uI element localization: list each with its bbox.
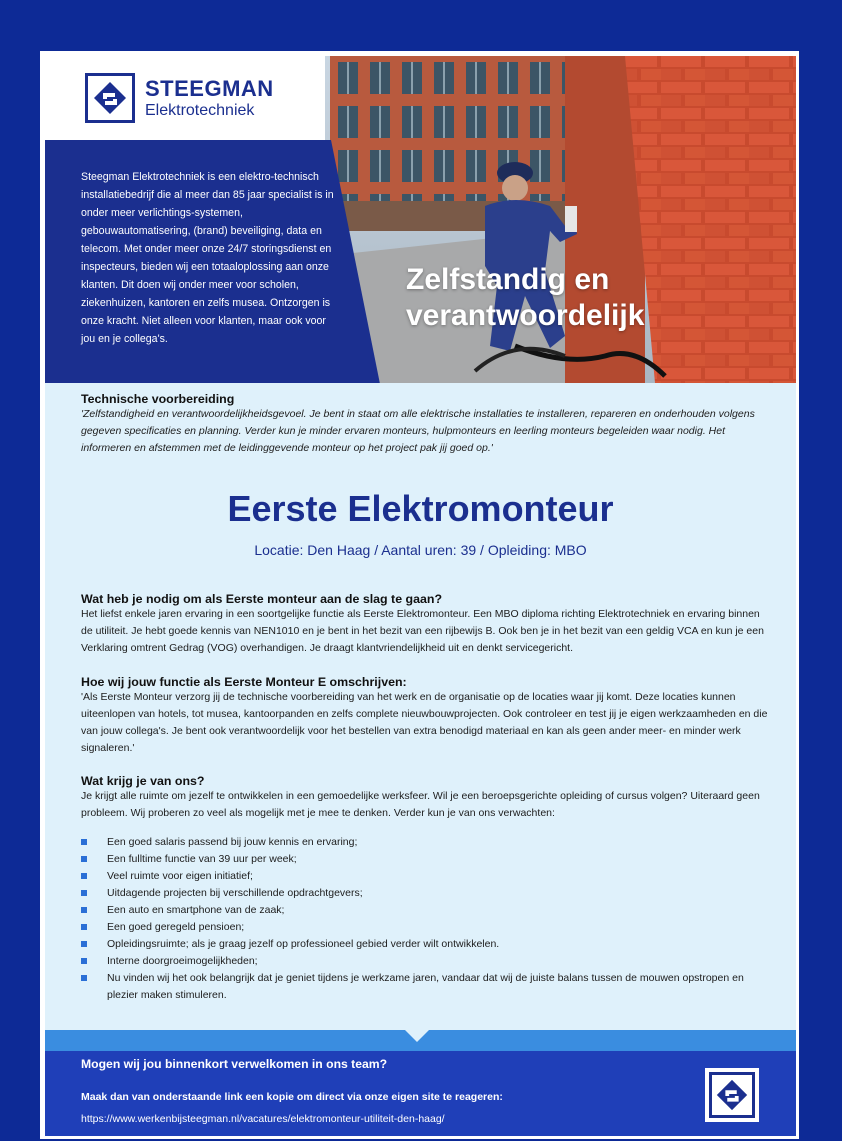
description-section bbox=[81, 675, 771, 757]
list-item: Een goed geregeld pensioen; bbox=[81, 919, 771, 936]
requirements-heading: Wat heb je nodig om als Eerste monteur aan de slag te gaan? bbox=[81, 592, 443, 606]
footer bbox=[45, 1051, 796, 1136]
intro-text: Steegman Elektrotechniek is een elektro-technisch installatiebedrijf die al meer dan 85 jaar specialist is in onder meer verlichtings-systemen, gebouwautomatisering, (brand) beveiliging, data en telecom. Met onder meer onze 24/7 storingsdienst en inspecteurs, bieden wij een totaaloplossing aan onze klanten. Dit doen wij onder meer voor scholen, ziekenhuizen, kantoren en zelfs musea. Ontzorgen is onze kracht. Niet alleen voor klanten, maar ook voor jou en je collega's. bbox=[81, 171, 334, 345]
hero-title-line-2: verantwoordelijk bbox=[406, 299, 645, 332]
offer-section bbox=[81, 774, 771, 1004]
offer-text: Je krijgt alle ruimte om jezelf te ontwikkelen in een gemoedelijke werksfeer. Wil je een beroepsgerichte opleiding of cursus volgen? Uiteraard geen probleem. Wij proberen zo veel als mogelijk met je mee te denken. Verder kun je van ons verwachten: bbox=[81, 790, 760, 819]
footer-question: Mogen wij jou binnenkort verwelkomen in ons team? bbox=[81, 1057, 388, 1071]
footer-logo bbox=[705, 1068, 759, 1122]
offer-heading: Wat krijg je van ons? bbox=[81, 774, 205, 788]
steegman-logo-icon bbox=[85, 73, 135, 123]
list-item: Opleidingsruimte; als je graag jezelf op professioneel gebied verder wilt ontwikkelen. bbox=[81, 936, 771, 953]
list-item: Een fulltime functie van 39 uur per week; bbox=[81, 851, 771, 868]
page-inner bbox=[45, 56, 796, 1136]
footer-cta: Maak dan van onderstaande link een kopie om direct via onze eigen site te reageren: bbox=[81, 1091, 503, 1103]
list-item: Veel ruimte voor eigen initiatief; bbox=[81, 868, 771, 885]
description-heading: Hoe wij jouw functie als Eerste Monteur E omschrijven: bbox=[81, 675, 407, 689]
job-meta: Locatie: Den Haag / Aantal uren: 39 / Opleiding: MBO bbox=[254, 542, 587, 558]
tech-prep-section bbox=[81, 392, 771, 457]
brand-name: STEEGMAN bbox=[145, 75, 274, 101]
list-item: Een auto en smartphone van de zaak; bbox=[81, 902, 771, 919]
list-item: Een goed salaris passend bij jouw kennis en ervaring; bbox=[81, 834, 771, 851]
footer-notch bbox=[405, 1030, 429, 1042]
list-item: Uitdagende projecten bij verschillende opdrachtgevers; bbox=[81, 885, 771, 902]
application-link[interactable]: https://www.werkenbijsteegman.nl/vacatures/elektromonteur-utiliteit-den-haag/ bbox=[81, 1113, 445, 1125]
offer-list bbox=[81, 834, 771, 1004]
brand-subtitle: Elektrotechniek bbox=[145, 101, 255, 119]
description-text: 'Als Eerste Monteur verzorg jij de technische voorbereiding van het werk en de organisatie op de locaties waar jij komt. Deze locaties kunnen uiteenlopen van hotels, tot musea, kantoorpanden en zelfs complete nieuwbouwprojecten. Ook controleer en test jij je eigen werkzaamheden en die van jouw collega's. Je bent ook verantwoordelijk voor het bestellen van extra benodigd materiaal en kan als geen ander meer- en minder werk signaleren.' bbox=[81, 691, 768, 754]
vacancy-page bbox=[40, 51, 799, 1139]
list-item: Nu vinden wij het ook belangrijk dat je geniet tijdens je werkzame jaren, vandaar dat wij de juiste balans tussen de mouwen opstropen en plezier maken stimuleren. bbox=[81, 970, 771, 1004]
hero-title-line-1: Zelfstandig en bbox=[406, 263, 610, 296]
list-item: Interne doorgroeimogelijkheden; bbox=[81, 953, 771, 970]
steegman-logo-icon bbox=[709, 1072, 755, 1118]
tech-prep-text: 'Zelfstandigheid en verantwoordelijkheidsgevoel. Je bent in staat om alle elektrische installaties te installeren, repareren en onderhouden volgens gegeven specificaties en planning. Verder kun je minder ervaren monteurs, hulpmonteurs en leerling monteurs begeleiden waar nodig. Het informeren en afstemmen met de leidinggevende monteur op het project pak jij goed op.' bbox=[81, 408, 755, 454]
requirements-section bbox=[81, 592, 771, 657]
brand-logo bbox=[85, 73, 274, 123]
hero bbox=[45, 56, 796, 383]
requirements-text: Het liefst enkele jaren ervaring in een soortgelijke functie als Eerste Elektromonteur. Een MBO diploma richting Elektrotechniek en ervaring binnen de utiliteit. Je hebt goede kennis van NEN1010 en je bent in het bezit van een rijbewijs B. Ook ben je in het bezit van een geldig VCA en kun je een Verklaring omtrent Gedrag (VOG) overhandigen. Je draagt klantvriendelijkheid uit en denkt servicegericht. bbox=[81, 608, 764, 654]
job-title: Eerste Elektromonteur bbox=[227, 488, 614, 529]
tech-prep-heading: Technische voorbereiding bbox=[81, 392, 235, 406]
hero-title bbox=[406, 262, 726, 334]
